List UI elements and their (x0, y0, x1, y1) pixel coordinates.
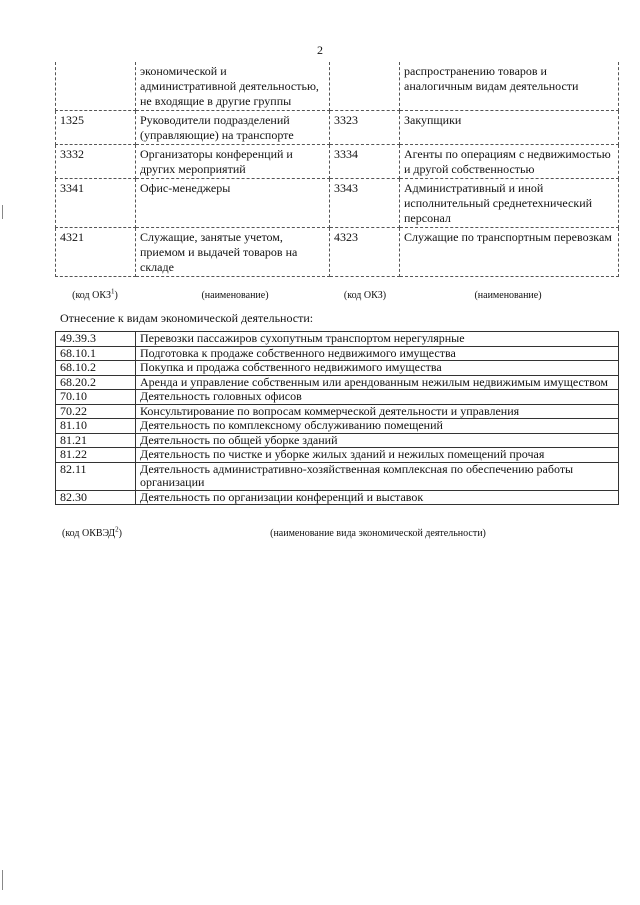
okz-code-caption: (код ОКЗ$^1$) (72, 287, 118, 301)
okved-name: Деятельность головных офисов (136, 390, 619, 405)
okz-name: Руководители подразделений (управляющие) на транспорте (136, 111, 330, 145)
scan-edge-mark (2, 205, 3, 219)
okved-table (55, 331, 619, 505)
okz-name: Агенты по операциям с недвижимостью и другой собственностью (400, 145, 619, 179)
table-row (56, 228, 619, 277)
okved-code: 81.10 (56, 419, 136, 434)
okved-code: 81.22 (56, 448, 136, 463)
okz-table (55, 62, 619, 277)
okz-code: 4323 (330, 228, 400, 277)
okved-code: 70.10 (56, 390, 136, 405)
okz-code-caption-2: (код ОКЗ) (343, 290, 387, 301)
okz-name-caption: (наименование) (201, 290, 269, 301)
table-row (56, 62, 619, 111)
okz-code (56, 62, 136, 111)
table-row (56, 145, 619, 179)
table-row (56, 346, 619, 361)
okved-name: Покупка и продажа собственного недвижимого имущества (136, 361, 619, 376)
table-row (56, 419, 619, 434)
table-row (56, 375, 619, 390)
okz-code (330, 62, 400, 111)
okved-code-caption: (код ОКВЭД$^2$) (62, 525, 122, 539)
okz-name: Административный и иной исполнительный среднетехнический персонал (400, 179, 619, 228)
okved-code: 68.10.2 (56, 361, 136, 376)
okz-name: Закупщики (400, 111, 619, 145)
table-row (56, 111, 619, 145)
table-row (56, 390, 619, 405)
okved-name: Деятельность по организации конференций и выставок (136, 490, 619, 505)
okved-code: 70.22 (56, 404, 136, 419)
okved-name: Деятельность по чистке и уборке жилых зданий и нежилых помещений прочая (136, 448, 619, 463)
table-row (56, 448, 619, 463)
okz-name: Служащие по транспортным перевозкам (400, 228, 619, 277)
okved-code: 82.11 (56, 462, 136, 490)
page-number: 2 (317, 43, 323, 57)
table-row (56, 433, 619, 448)
okz-name: экономической и административной деятельностью, не входящие в другие группы (136, 62, 330, 111)
okved-name: Подготовка к продаже собственного недвижимого имущества (136, 346, 619, 361)
okved-name: Аренда и управление собственным или арендованным нежилым недвижимым имуществом (136, 375, 619, 390)
okz-code: 3343 (330, 179, 400, 228)
table-row (56, 361, 619, 376)
table-row (56, 490, 619, 505)
okz-code: 1325 (56, 111, 136, 145)
okz-code: 4321 (56, 228, 136, 277)
okved-name: Деятельность по общей уборке зданий (136, 433, 619, 448)
okved-name: Консультирование по вопросам коммерческой деятельности и управления (136, 404, 619, 419)
okz-name: Организаторы конференций и других мероприятий (136, 145, 330, 179)
table-row (56, 332, 619, 347)
okz-code: 3323 (330, 111, 400, 145)
okz-name-caption-2: (наименование) (474, 290, 542, 301)
okz-name: Служащие, занятые учетом, приемом и выдачей товаров на складе (136, 228, 330, 277)
okved-heading: Отнесение к видам экономической деятельности: (60, 311, 314, 325)
okz-code: 3341 (56, 179, 136, 228)
okved-code: 49.39.3 (56, 332, 136, 347)
okved-name-caption: (наименование вида экономической деятельности) (270, 528, 486, 539)
okved-name: Деятельность административно-хозяйственная комплексная по обеспечению работы организации (136, 462, 619, 490)
okved-code: 81.21 (56, 433, 136, 448)
okz-name: Офис-менеджеры (136, 179, 330, 228)
okz-code: 3334 (330, 145, 400, 179)
table-row (56, 462, 619, 490)
okved-name: Деятельность по комплексному обслуживанию помещений (136, 419, 619, 434)
table-row (56, 404, 619, 419)
okved-name: Перевозки пассажиров сухопутным транспортом нерегулярные (136, 332, 619, 347)
okved-code: 82.30 (56, 490, 136, 505)
okz-code: 3332 (56, 145, 136, 179)
okved-code: 68.20.2 (56, 375, 136, 390)
table-row (56, 179, 619, 228)
okz-name: распространению товаров и аналогичным видам деятельности (400, 62, 619, 111)
scan-edge-mark (2, 870, 3, 890)
okved-code: 68.10.1 (56, 346, 136, 361)
